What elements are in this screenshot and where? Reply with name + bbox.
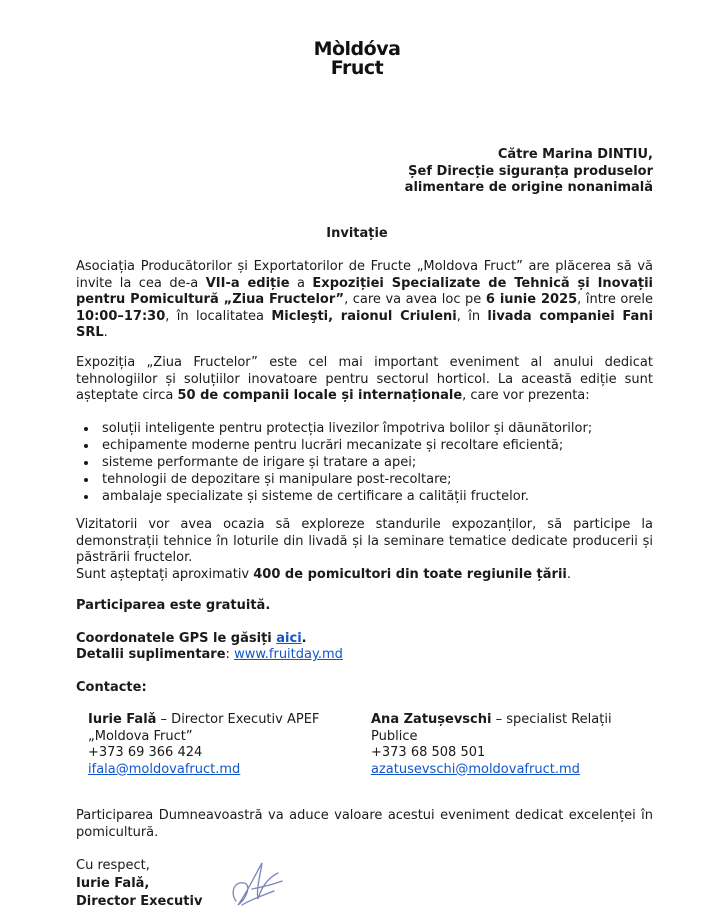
website-link[interactable]: www.fruitday.md [234,647,343,662]
contact-name: Iurie Falǎ [88,712,157,727]
contact-card-1 [88,712,344,778]
exhibition-name: Expoziției Specializate de Tehnică și Inovații pentru Pomicultură „Ziua Fructelor” [76,275,653,307]
contacts-heading [76,680,147,697]
logo-line2: Fruct [330,57,384,79]
text: . [103,325,108,340]
contact-card-2 [371,712,621,778]
addressee-block [405,147,653,197]
exhibits-list [76,420,653,505]
text: Iurie Falǎ, [76,876,150,891]
logo-line1: Mòldóva [313,38,401,60]
document-title: Invitație [326,226,388,241]
edition: VII-a ediție [205,275,290,291]
text: : [225,647,235,662]
paragraph-visitors [76,517,653,583]
text: , care va avea loc pe [344,292,486,307]
text: Expoziția „Ziua Fructelor” este cel mai important eveniment al anului dedicat tehnologiilor și soluțiilor inovatoare pentru sectorul horticol. La această ediție sunt așteptate circa [76,355,653,403]
event-date: 6 iunie 2025 [485,292,578,307]
list-item: • soluții inteligente pentru protecția livezilor împotriva bolilor și dăunătorilor; [98,420,653,437]
contact-name-role [371,712,621,745]
gps-line [76,631,307,648]
list-item: • ambalaje specializate și sisteme de certificare a calității fructelor. [98,488,653,505]
text: . [301,631,307,646]
list-item: • sisteme performante de irigare și tratare a apei; [98,454,653,471]
text: , în [456,308,488,324]
text: , între orele [577,292,654,307]
paragraph-closing: Participarea Dumneavoastră va aduce valoare acestui eveniment dedicat excelenței în pomicultură. [76,808,653,840]
addressee-line1: Către Marina DINTIU, [497,147,653,162]
text: Asociația Producătorilor și Exportatorilor de Fructe „Moldova Fruct” are plăcerea să vă invite la cea de-a [76,259,653,291]
handwritten-signature [222,855,292,913]
list-item: • echipamente moderne pentru lucrări mecanizate și recoltare eficientă; [98,437,653,454]
paragraph-description [76,355,653,405]
contact-email-link[interactable]: ifala@moldovafruct.md [88,761,241,777]
gps-link[interactable]: aici [276,631,302,646]
details-line [76,647,343,664]
text: , în localitatea [165,308,272,324]
text: Sunt așteptați aproximativ [76,566,254,582]
text: a [289,275,313,291]
contact-phone: +373 68 508 501 [371,745,486,760]
signer-name [76,875,202,893]
text: Vizitatorii vor avea ocazia să exploreze standurile expozanților, să participe la demonstrații tehnice în loturile din livadă și la seminare tematice dedicate producerii și păstrării fructelor. [76,517,653,565]
visitors-count: 400 de pomicultori din toate regiunile țării [253,566,567,582]
participation-free [76,598,270,615]
event-venue: livada companiei Fani SRL [76,308,653,340]
companies-count: 50 de companii locale și internaționale [177,388,463,403]
paragraph-intro [76,259,653,342]
list-item: • tehnologii de depozitare și manipulare post-recoltare; [98,471,653,488]
event-hours: 10:00–17:30 [76,308,166,324]
text: Director Executiv [76,894,203,909]
text: Contacte: [76,680,147,695]
closing-greeting: Cu respect, [76,858,150,873]
contact-phone: +373 69 366 424 [88,745,203,760]
signer-title [76,893,202,911]
text: . [566,566,571,582]
text: , care vor prezenta: [462,388,590,403]
contact-role: – specialist Relații Publice [371,712,612,744]
closing-block [76,857,202,911]
event-location: Micleşti, raionul Criuleni [271,308,457,324]
contact-name-role [88,712,344,745]
contact-role: – Director Executiv APEF „Moldova Fruct” [88,712,320,744]
addressee-line2: Șef Direcție siguranța produselor [408,163,653,179]
visitors-line [76,567,653,584]
text: Detalii suplimentare [76,647,226,662]
text: Coordonatele GPS le găsiți [76,631,277,646]
moldova-fruct-logo [0,40,714,78]
addressee-line3: alimentare de origine nonanimală [404,180,653,195]
contact-name: Ana Zatușevschi [371,712,492,727]
text: Participarea este gratuită. [76,598,271,613]
contact-email-link[interactable]: azatusevschi@moldovafruct.md [371,761,580,777]
